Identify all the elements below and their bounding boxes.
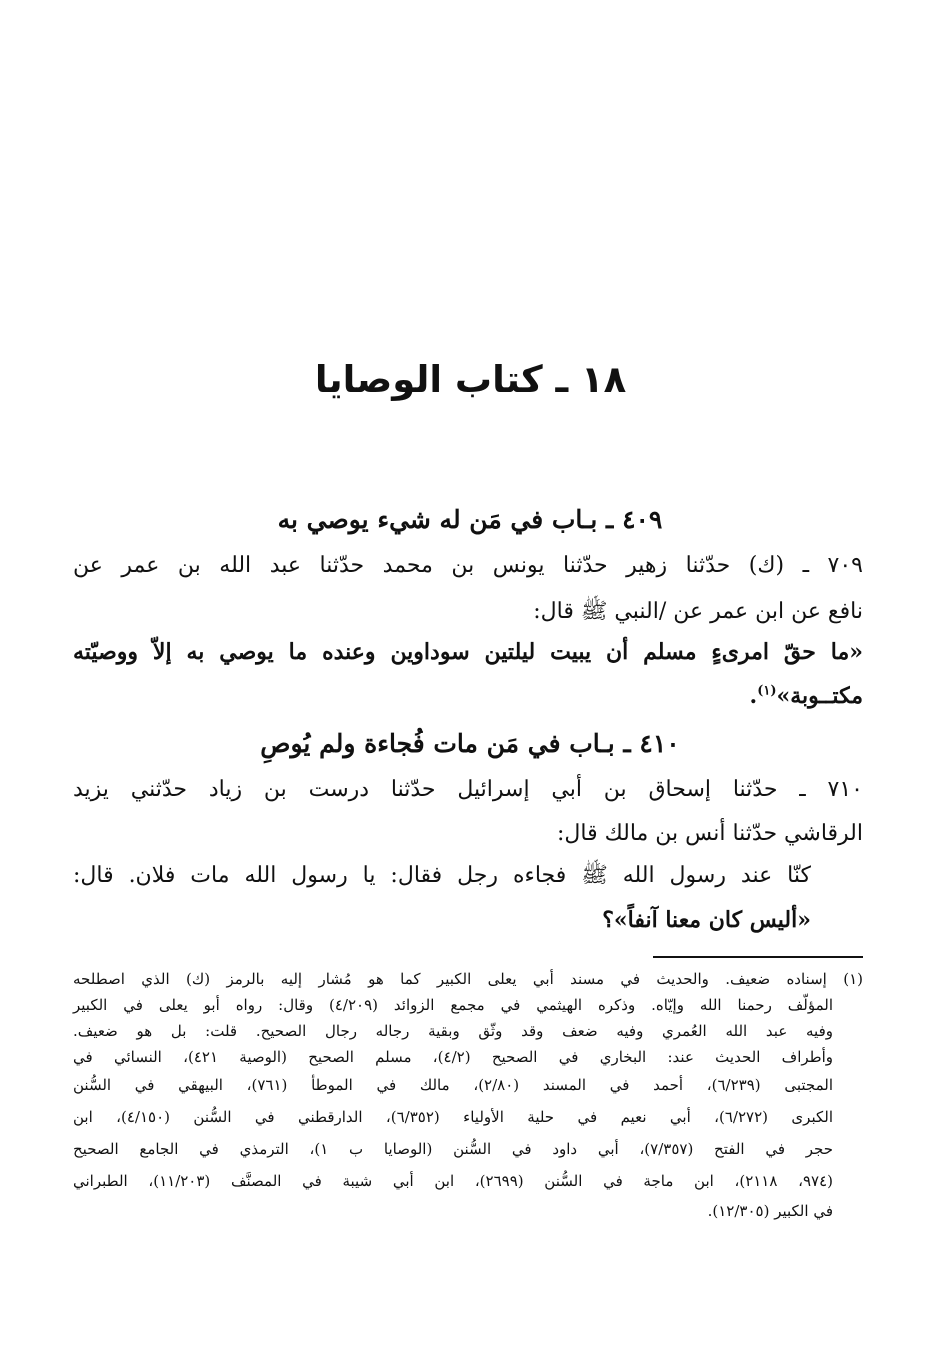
hadith-709-line-1: ٧٠٩ ـ (ك) حدّثنا زهير حدّثنا يونس بن محمد حدّثنا عبد الله بن عمر عن xyxy=(73,553,863,578)
hadith-710-quote-line-1: «أليس كان معنا آنفاً»؟ xyxy=(602,907,811,933)
hadith-710-line-1: ٧١٠ ـ حدّثنا إسحاق بن أبي إسرائيل حدّثنا درست بن زياد حدّثني يزيد xyxy=(73,777,863,802)
footnote-marker: (١) xyxy=(757,683,777,699)
hadith-710-line-3: كنّا عند رسول الله ﷺ فجاءه رجل فقال: يا رسول الله مات فلان. قال: xyxy=(73,863,811,888)
footnote-line-2: المؤلّف رحمنا الله وإيّاه. وذكره الهيثمي في مجمع الزوائد (٤/٢٠٩) وقال: رواه أبو يعلى في الكبير xyxy=(73,996,833,1014)
footnote-line-9: في الكبير (١٢/٣٠٥). xyxy=(707,1202,833,1220)
footnote-line-7: حجر في الفتح (٧/٣٥٧)، أبي داود في السُّنن (الوصايا ب ١)، الترمذي في الجامع الصحيح xyxy=(73,1140,833,1158)
footnote-line-3: وفيه عبد الله العُمري وفيه ضعف وقد وثّق وبقية رجاله رجال الصحيح. قلت: بل هو ضعيف. xyxy=(73,1022,833,1040)
footnote-line-1: (١) إسناده ضعيف. والحديث في مسند أبي يعلى الكبير كما هو مُشار إليه بالرمز (ك) الذي اصطلحه xyxy=(73,970,863,988)
footnote-line-6: الكبرى (٦/٢٧٢)، أبي نعيم في حلية الأولياء (٦/٣٥٢)، الدارقطني في السُّنن (٤/١٥٠)، ابن xyxy=(73,1108,833,1126)
footnote-line-4: وأطراف الحديث عند: البخاري في الصحيح (٤/٢)، مسلم الصحيح (الوصية ٤٢١)، النسائي في xyxy=(73,1048,834,1066)
hadith-710-line-2: الرقاشي حدّثنا أنس بن مالك قال: xyxy=(556,821,863,846)
hadith-709-quote-end: مكتــوبة» xyxy=(776,683,863,709)
section-heading-409: ٤٠٩ ـ بـاب في مَن له شيء يوصي به xyxy=(277,505,663,534)
footnote-line-5: المجتبى (٦/٢٣٩)، أحمد في المسند (٢/٨٠)، مالك في الموطأ (٧٦١)، البيهقي في السُّنن xyxy=(73,1076,833,1094)
hadith-709-quote-line-1: «ما حقّ امرىءٍ مسلم أن يبيت ليلتين سوداوين وعنده ما يوصي به إلاّ ووصيّته xyxy=(73,639,863,665)
section-heading-410: ٤١٠ ـ بـاب في مَن مات فُجاءة ولم يُوصِ xyxy=(260,729,680,758)
hadith-709-line-2: نافع عن ابن عمر عن /النبي ﷺ قال: xyxy=(533,599,863,624)
footnote-line-8: (٩٧٤، ٢١١٨)، ابن ماجة في السُّنن (٢٦٩٩)، ابن أبي شيبة في المصنَّف (١١/٢٠٣)، الطبراني xyxy=(73,1172,833,1190)
hadith-709-quote-line-2 xyxy=(73,678,863,714)
chapter-title: ١٨ ـ كتاب الوصايا xyxy=(314,358,627,401)
footnote-divider xyxy=(653,956,863,958)
period: . xyxy=(749,683,758,709)
